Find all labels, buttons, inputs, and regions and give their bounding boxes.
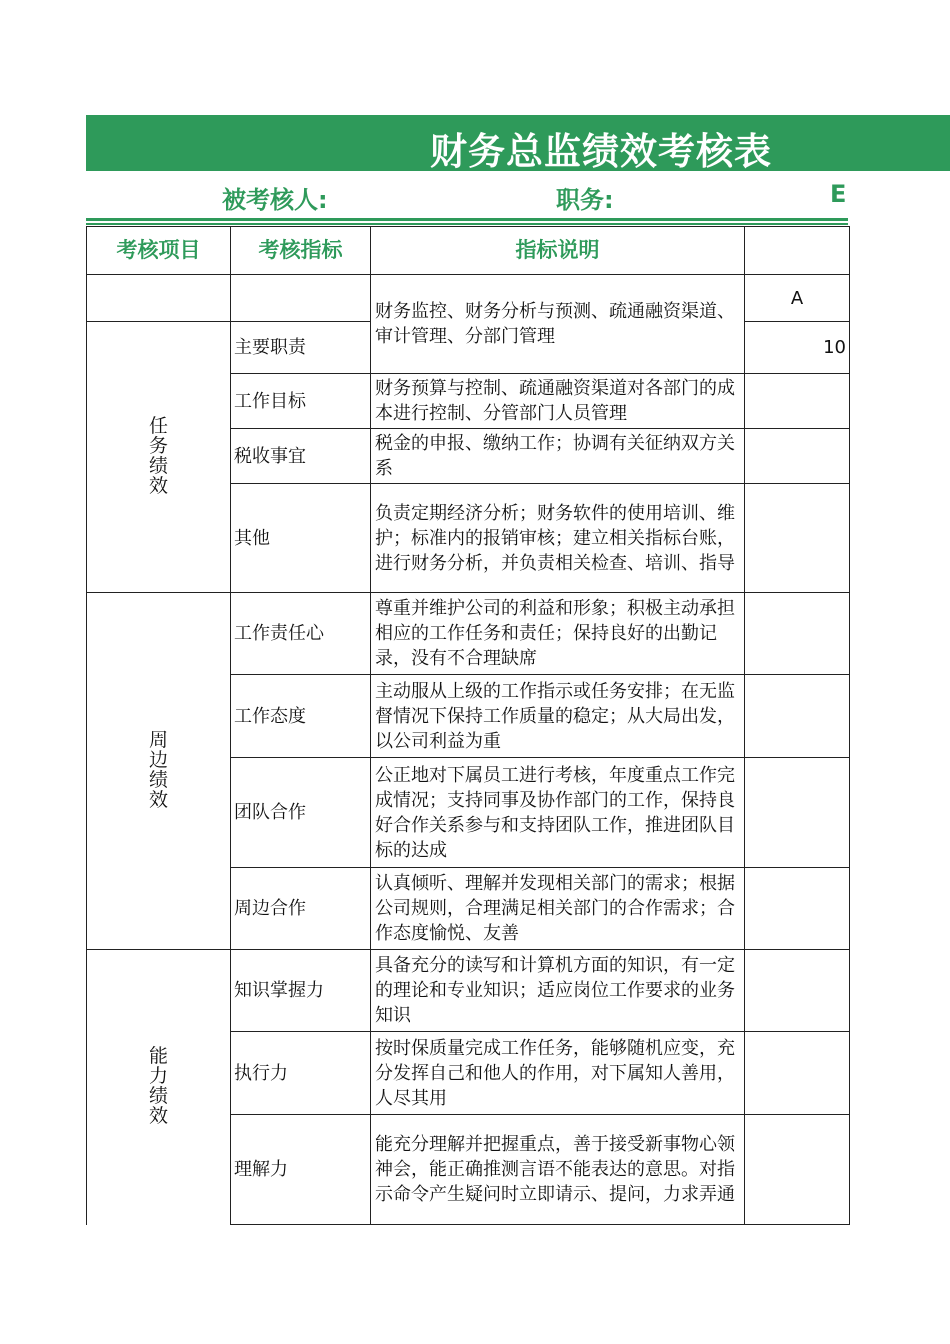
score-cell — [745, 758, 850, 868]
blank-cell — [87, 275, 231, 322]
title-bar — [86, 115, 950, 171]
header-description: 指标说明 — [371, 227, 745, 275]
header-indicator: 考核指标 — [231, 227, 371, 275]
indicator-cell: 知识掌握力 — [231, 950, 371, 1032]
description-cell: 财务预算与控制、疏通融资渠道对各部门的成本进行控制、分管部门人员管理 — [371, 374, 745, 429]
score-cell — [745, 675, 850, 758]
indicator-cell: 周边合作 — [231, 868, 371, 950]
main-duty-description: 财务监控、财务分析与预测、疏通融资渠道、审计管理、分部门管理 — [371, 275, 745, 374]
header-rule-thick — [86, 218, 848, 221]
table-row — [87, 275, 850, 322]
category-peripheral: 周边绩效 — [148, 728, 168, 811]
description-cell: 主动服从上级的工作指示或任务安排；在无监督情况下保持工作质量的稳定；从大局出发，以公司利益为重 — [371, 675, 745, 758]
indicator-cell: 其他 — [231, 484, 371, 593]
page-title: 财务总监绩效考核表 — [430, 130, 772, 173]
table-row — [87, 950, 850, 1032]
category-cell — [87, 593, 231, 950]
indicator-cell: 工作态度 — [231, 675, 371, 758]
category-task: 任务绩效 — [148, 414, 168, 497]
header-row — [87, 227, 850, 275]
description-cell: 负责定期经济分析；财务软件的使用培训、维护；标准内的报销审核；建立相关指标台账，进行财务分析，并负责相关检查、培训、指导 — [371, 484, 745, 593]
description-cell: 公正地对下属员工进行考核，年度重点工作完成情况；支持同事及协作部门的工作，保持良好合作关系参与和支持团队工作，推进团队目标的达成 — [371, 758, 745, 868]
score-cell — [745, 1115, 850, 1225]
score-cell — [745, 1032, 850, 1115]
score-cell — [745, 950, 850, 1032]
cut-label: E — [830, 180, 847, 208]
category-cell — [87, 322, 231, 593]
score-cell — [745, 374, 850, 429]
description-cell: 具备充分的读写和计算机方面的知识，有一定的理论和专业知识；适应岗位工作要求的业务知识 — [371, 950, 745, 1032]
description-cell: 能充分理解并把握重点，善于接受新事物心领神会，能正确推测言语不能表达的意思。对指示命令产生疑问时立即请示、提问，力求弄通 — [371, 1115, 745, 1225]
score-header-a: A — [745, 275, 850, 322]
indicator-cell: 团队合作 — [231, 758, 371, 868]
category-ability: 能力绩效 — [148, 1044, 168, 1127]
category-cell — [87, 950, 231, 1225]
main-duty-score: 10 — [745, 322, 850, 374]
assessment-table — [86, 226, 850, 1225]
score-cell — [745, 593, 850, 675]
indicator-cell: 理解力 — [231, 1115, 371, 1225]
description-cell: 认真倾听、理解并发现相关部门的需求；根据公司规则，合理满足相关部门的合作需求；合作态度愉悦、友善 — [371, 868, 745, 950]
position-label: 职务: — [556, 186, 614, 214]
blank-cell — [231, 275, 371, 322]
main-duty-indicator: 主要职责 — [231, 322, 371, 374]
indicator-cell: 工作目标 — [231, 374, 371, 429]
description-cell: 税金的申报、缴纳工作；协调有关征纳双方关系 — [371, 429, 745, 484]
table-row — [87, 593, 850, 675]
score-cell — [745, 484, 850, 593]
score-cell — [745, 429, 850, 484]
header-rule-thin — [86, 223, 848, 225]
description-cell: 按时保质量完成工作任务，能够随机应变，充分发挥自己和他人的作用，对下属知人善用，人尽其用 — [371, 1032, 745, 1115]
description-cell: 尊重并维护公司的利益和形象；积极主动承担相应的工作任务和责任；保持良好的出勤记录，没有不合理缺席 — [371, 593, 745, 675]
header-score — [745, 227, 850, 275]
score-cell — [745, 868, 850, 950]
info-row — [86, 172, 950, 218]
header-item: 考核项目 — [87, 227, 231, 275]
indicator-cell: 工作责任心 — [231, 593, 371, 675]
indicator-cell: 税收事宜 — [231, 429, 371, 484]
indicator-cell: 执行力 — [231, 1032, 371, 1115]
assessee-label: 被考核人: — [222, 186, 328, 214]
